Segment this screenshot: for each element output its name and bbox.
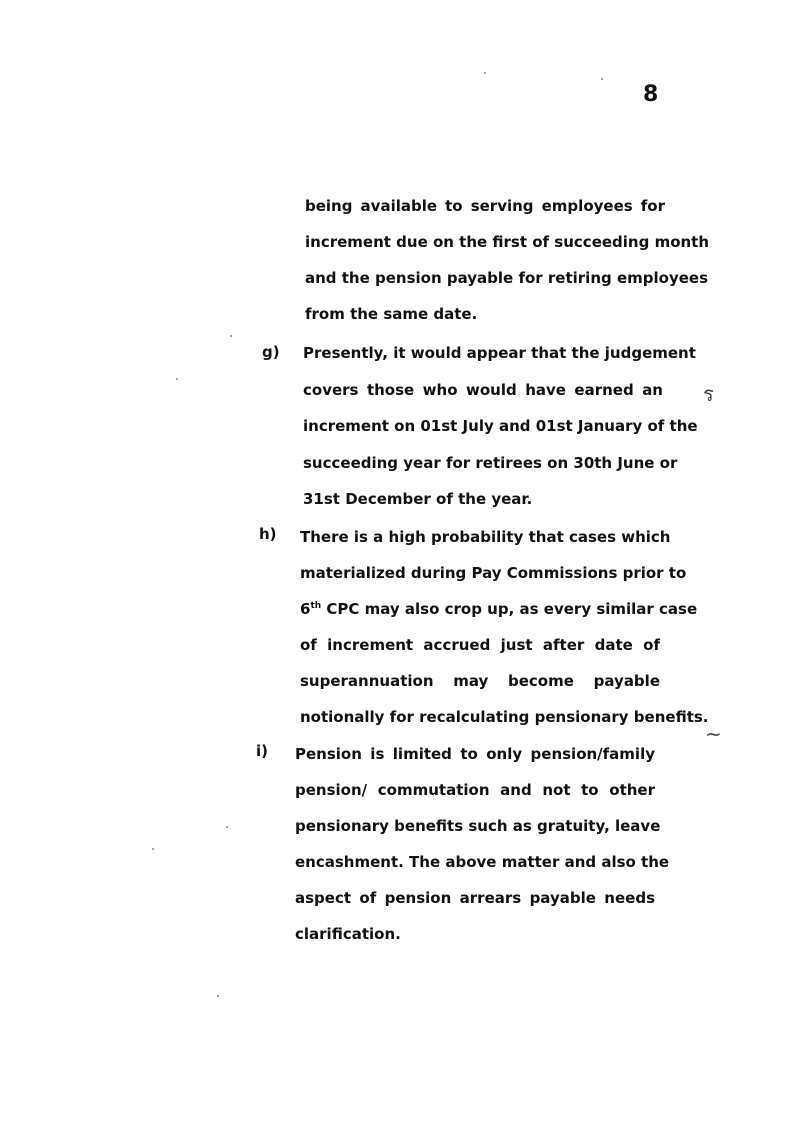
- text-line: pensionary benefits such as gratuity, leave: [295, 817, 661, 835]
- page-number: 8: [643, 82, 659, 107]
- text-line: aspect of pension arrears payable needs: [295, 889, 655, 907]
- text-line: encashment. The above matter and also the: [295, 853, 670, 871]
- scan-mark-icon: ~: [705, 722, 722, 746]
- text-line-rest: CPC may also crop up, as every similar case: [326, 600, 698, 618]
- scan-speck: [217, 995, 219, 997]
- text-line: materialized during Pay Commissions prior to: [300, 564, 687, 582]
- text-line: from the same date.: [305, 305, 478, 323]
- text-line: and the pension payable for retiring employees: [305, 269, 708, 287]
- text-line: superannuation may become payable: [300, 672, 660, 690]
- text-line: clarification.: [295, 925, 401, 943]
- sixth-number: 6: [300, 600, 311, 618]
- item-g-marker: g): [262, 343, 280, 361]
- scan-speck: [152, 848, 154, 850]
- item-h-marker: h): [259, 525, 277, 543]
- text-line: of increment accrued just after date of: [300, 636, 660, 654]
- scan-speck: [226, 826, 228, 828]
- text-line: notionally for recalculating pensionary benefits.: [300, 708, 709, 726]
- text-line: Pension is limited to only pension/family: [295, 745, 655, 763]
- scan-speck: [230, 335, 232, 337]
- scan-speck: [176, 378, 178, 380]
- scan-speck: [601, 78, 603, 80]
- text-line: 31st December of the year.: [303, 490, 533, 508]
- text-line: succeeding year for retirees on 30th June or: [303, 454, 678, 472]
- item-i-marker: i): [256, 742, 268, 760]
- text-line: being available to serving employees for: [305, 197, 665, 215]
- text-line: increment due on the first of succeeding month: [305, 233, 710, 251]
- text-line: increment on 01st July and 01st January of the: [303, 417, 698, 435]
- scan-speck: [484, 72, 486, 74]
- text-line: covers those who would have earned an: [303, 381, 663, 399]
- text-line: pension/ commutation and not to other: [295, 781, 655, 799]
- text-line: There is a high probability that cases which: [300, 528, 671, 546]
- scan-mark-icon: ร: [703, 382, 714, 406]
- text-line: Presently, it would appear that the judgement: [303, 344, 696, 362]
- sixth-superscript: th: [310, 601, 322, 611]
- text-line: [300, 599, 698, 619]
